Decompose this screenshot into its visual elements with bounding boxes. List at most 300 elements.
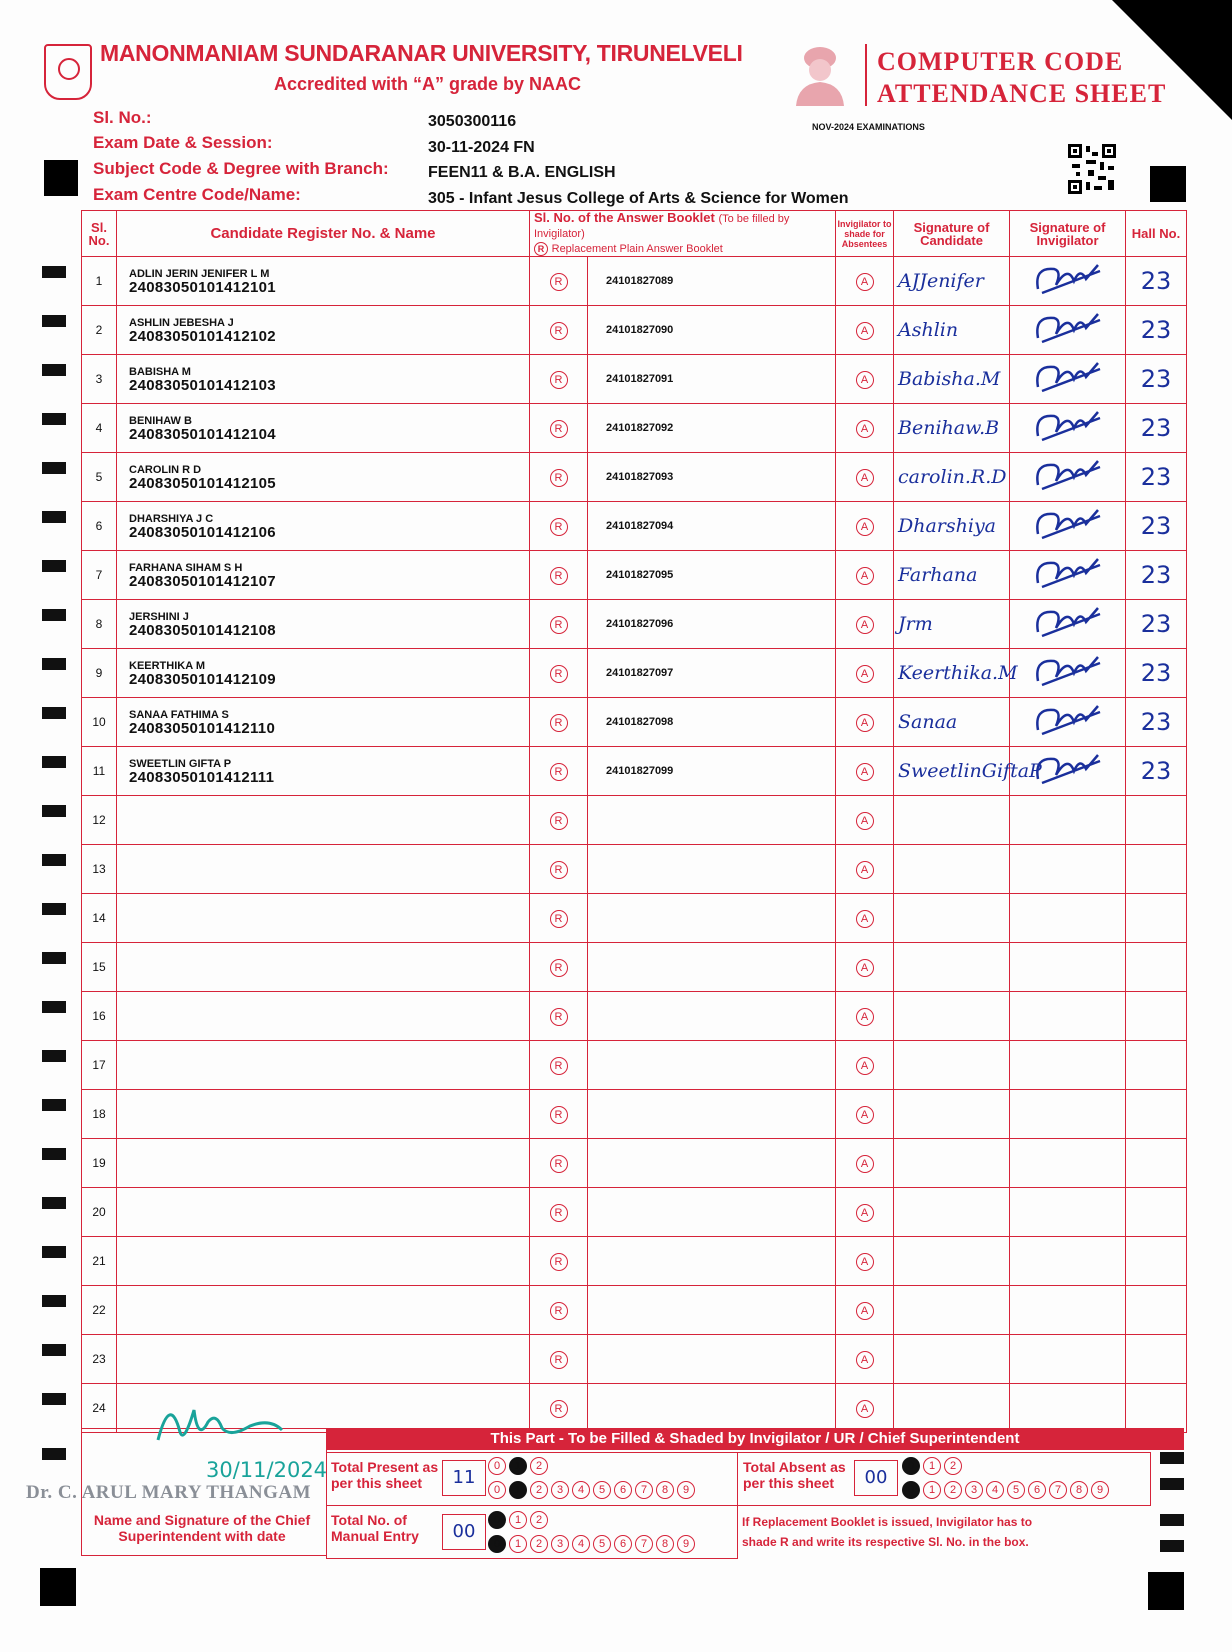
candidate-signature — [894, 1041, 1010, 1090]
absent-bubble[interactable]: A — [856, 714, 874, 732]
absent-cell — [836, 600, 894, 649]
absent-bubble[interactable]: A — [856, 322, 874, 340]
replacement-cell — [530, 796, 588, 845]
university-logo — [44, 44, 92, 100]
col-booklet-sub: Replacement Plain Answer Booklet — [551, 243, 723, 255]
invigilator-signature-cell — [1010, 1188, 1126, 1237]
replacement-cell — [530, 453, 588, 502]
row-sl: 22 — [82, 1286, 117, 1335]
invigilator-signature — [1028, 455, 1108, 495]
timing-mark — [42, 1448, 66, 1460]
timing-mark — [42, 1246, 66, 1258]
booklet-no[interactable] — [588, 894, 836, 943]
absent-cell — [836, 453, 894, 502]
row-sl: 12 — [82, 796, 117, 845]
centre-label: Exam Centre Code/Name: — [93, 185, 301, 204]
invigilator-signature-cell — [1010, 1335, 1126, 1384]
candidate-reg-no: 24083050101412110 — [129, 720, 276, 737]
candidate-cell — [117, 943, 530, 992]
col-booklet-title: Sl. No. of the Answer Booklet — [534, 210, 715, 225]
bubble-0[interactable]: 0 — [488, 1457, 506, 1475]
bubble-8[interactable]: 8 — [656, 1481, 674, 1499]
invigilator-signature — [1028, 651, 1108, 691]
table-row — [82, 453, 1187, 502]
bubble-6[interactable]: 6 — [614, 1535, 632, 1553]
table-row — [82, 306, 1187, 355]
candidate-signature: AJJenifer — [894, 257, 1010, 306]
bubble-1[interactable]: 1 — [923, 1457, 941, 1475]
row-sl: 21 — [82, 1237, 117, 1286]
absent-bubble[interactable]: A — [856, 665, 874, 683]
table-row — [82, 796, 1187, 845]
booklet-no[interactable]: 24101827089 — [588, 257, 836, 306]
absent-bubble[interactable]: A — [856, 1155, 874, 1173]
absent-cell — [836, 306, 894, 355]
table-row — [82, 845, 1187, 894]
candidate-cell — [117, 551, 530, 600]
booklet-no[interactable]: 24101827090 — [588, 306, 836, 355]
hall-no — [1126, 845, 1187, 894]
invigilator-signature-cell — [1010, 698, 1126, 747]
subject-label: Subject Code & Degree with Branch: — [93, 159, 389, 178]
replacement-bubble[interactable]: R — [550, 1302, 568, 1320]
row-sl: 16 — [82, 992, 117, 1041]
hall-no — [1126, 894, 1187, 943]
candidate-name: SANAA FATHIMA S — [129, 709, 229, 721]
booklet-no[interactable] — [588, 1286, 836, 1335]
bubble-9[interactable]: 9 — [1091, 1481, 1109, 1499]
candidate-name: FARHANA SIHAM S H — [129, 562, 243, 574]
timing-mark — [42, 854, 66, 866]
row-sl: 9 — [82, 649, 117, 698]
row-sl: 13 — [82, 845, 117, 894]
bubble-5[interactable]: 5 — [1007, 1481, 1025, 1499]
absent-bubble[interactable]: A — [856, 1351, 874, 1369]
timing-mark — [42, 462, 66, 474]
table-row — [82, 551, 1187, 600]
candidate-cell — [117, 1041, 530, 1090]
candidate-reg-no: 24083050101412104 — [129, 426, 276, 443]
absent-cell — [836, 649, 894, 698]
absent-cell — [836, 796, 894, 845]
invigilator-signature — [1028, 553, 1108, 593]
bubble-0[interactable]: 0 — [488, 1481, 506, 1499]
bubble-0-filled[interactable]: 0 — [902, 1457, 920, 1475]
absent-bubble[interactable]: A — [856, 959, 874, 977]
candidate-name: JERSHINI J — [129, 611, 189, 623]
candidate-reg-no: 24083050101412107 — [129, 573, 276, 590]
bubble-0-filled[interactable]: 0 — [488, 1535, 506, 1553]
bubble-4[interactable]: 4 — [572, 1535, 590, 1553]
qr-code — [1068, 144, 1116, 194]
replacement-cell — [530, 1041, 588, 1090]
candidate-signature — [894, 1384, 1010, 1433]
hall-no: 23 — [1126, 355, 1187, 404]
booklet-no[interactable] — [588, 1384, 836, 1433]
replacement-bubble[interactable]: R — [550, 567, 568, 585]
absent-bubble[interactable]: A — [856, 763, 874, 781]
bubble-7[interactable]: 7 — [635, 1535, 653, 1553]
row-sl: 11 — [82, 747, 117, 796]
col-sig-candidate: Signature of Candidate — [894, 211, 1010, 257]
candidate-signature: Ashlin — [894, 306, 1010, 355]
replacement-bubble[interactable]: R — [550, 518, 568, 536]
col-sig-invigilator: Signature of Invigilator — [1010, 211, 1126, 257]
bubble-0-filled[interactable]: 0 — [902, 1481, 920, 1499]
absent-bubble[interactable]: A — [856, 910, 874, 928]
replacement-bubble[interactable]: R — [550, 910, 568, 928]
hall-no — [1126, 1286, 1187, 1335]
absent-bubble[interactable]: A — [856, 1253, 874, 1271]
candidate-cell — [117, 992, 530, 1041]
replacement-bubble[interactable]: R — [550, 665, 568, 683]
table-row — [82, 502, 1187, 551]
booklet-no[interactable]: 24101827094 — [588, 502, 836, 551]
total-present-value: 11 — [442, 1460, 486, 1496]
booklet-no[interactable]: 24101827096 — [588, 600, 836, 649]
absent-cell — [836, 1041, 894, 1090]
hall-no — [1126, 992, 1187, 1041]
invigilator-signature — [1028, 308, 1108, 348]
timing-mark — [42, 756, 66, 768]
bubble-6[interactable]: 6 — [1028, 1481, 1046, 1499]
bubble-2[interactable]: 2 — [530, 1511, 548, 1529]
chief-sig-date: 30/11/2024 — [206, 1458, 328, 1482]
candidate-reg-no: 24083050101412106 — [129, 524, 276, 541]
replacement-bubble[interactable]: R — [550, 812, 568, 830]
row-sl: 6 — [82, 502, 117, 551]
row-sl: 4 — [82, 404, 117, 453]
absent-bubble[interactable]: A — [856, 616, 874, 634]
replacement-bubble[interactable]: R — [550, 420, 568, 438]
replacement-bubble[interactable]: R — [550, 1057, 568, 1075]
candidate-cell — [117, 404, 530, 453]
replacement-cell — [530, 1384, 588, 1433]
bubble-8[interactable]: 8 — [1070, 1481, 1088, 1499]
booklet-no[interactable] — [588, 943, 836, 992]
bubble-4[interactable]: 4 — [572, 1481, 590, 1499]
timing-mark — [1160, 1514, 1184, 1526]
bubble-1[interactable]: 1 — [509, 1535, 527, 1553]
bubble-6[interactable]: 6 — [614, 1481, 632, 1499]
candidate-name: CAROLIN R D — [129, 464, 202, 476]
booklet-no[interactable] — [588, 1335, 836, 1384]
row-sl: 14 — [82, 894, 117, 943]
bubble-5[interactable]: 5 — [593, 1535, 611, 1553]
absent-bubble[interactable]: A — [856, 1008, 874, 1026]
table-row — [82, 600, 1187, 649]
booklet-no[interactable]: 24101827092 — [588, 404, 836, 453]
sheet-title-line2: ATTENDANCE SHEET — [877, 79, 1167, 108]
bubble-0-filled[interactable]: 0 — [488, 1511, 506, 1529]
table-row — [82, 355, 1187, 404]
bubble-4[interactable]: 4 — [986, 1481, 1004, 1499]
candidate-cell — [117, 600, 530, 649]
absent-bubble[interactable]: A — [856, 812, 874, 830]
absent-cell — [836, 1139, 894, 1188]
header-divider — [865, 44, 867, 106]
absent-bubble[interactable]: A — [856, 273, 874, 291]
replacement-bubble[interactable]: R — [550, 1106, 568, 1124]
booklet-no[interactable]: 24101827093 — [588, 453, 836, 502]
candidate-cell — [117, 257, 530, 306]
invigilator-signature-cell — [1010, 796, 1126, 845]
absent-bubble[interactable]: A — [856, 1057, 874, 1075]
bubble-9[interactable]: 9 — [677, 1481, 695, 1499]
table-row — [82, 943, 1187, 992]
table-row — [82, 1286, 1187, 1335]
booklet-no[interactable] — [588, 845, 836, 894]
hall-no: 23 — [1126, 404, 1187, 453]
absent-cell — [836, 747, 894, 796]
replacement-bubble[interactable]: R — [550, 1204, 568, 1222]
candidate-reg-no: 24083050101412102 — [129, 328, 276, 345]
col-booklet-note: (To be filled by Invigilator) — [534, 213, 790, 240]
candidate-cell — [117, 1237, 530, 1286]
booklet-no[interactable]: 24101827099 — [588, 747, 836, 796]
replacement-bubble[interactable]: R — [550, 616, 568, 634]
timing-mark — [42, 1197, 66, 1209]
replacement-cell — [530, 747, 588, 796]
table-row — [82, 649, 1187, 698]
absent-cell — [836, 502, 894, 551]
bubble-3[interactable]: 3 — [551, 1481, 569, 1499]
absent-bubble[interactable]: A — [856, 420, 874, 438]
hall-no — [1126, 1090, 1187, 1139]
candidate-cell — [117, 1286, 530, 1335]
absent-bubble[interactable]: A — [856, 518, 874, 536]
candidate-cell — [117, 649, 530, 698]
candidate-name: ADLIN JERIN JENIFER L M — [129, 268, 270, 280]
total-present-label: Total Present as per this sheet — [331, 1459, 439, 1491]
university-name: MANONMANIAM SUNDARANAR UNIVERSITY, TIRUNELVELI — [100, 40, 743, 66]
booklet-no[interactable]: 24101827091 — [588, 355, 836, 404]
absent-cell — [836, 551, 894, 600]
candidate-reg-no: 24083050101412109 — [129, 671, 276, 688]
invigilator-signature — [1028, 259, 1108, 299]
replacement-bubble[interactable]: R — [550, 763, 568, 781]
manual-entry-value: 00 — [442, 1514, 486, 1550]
row-sl: 24 — [82, 1384, 117, 1433]
candidate-cell — [117, 845, 530, 894]
total-absent-units-bubbles — [902, 1480, 1112, 1499]
candidate-name: BENIHAW B — [129, 415, 192, 427]
booklet-no[interactable]: 24101827098 — [588, 698, 836, 747]
replacement-bubble[interactable]: R — [550, 1155, 568, 1173]
replacement-bubble[interactable]: R — [550, 322, 568, 340]
replacement-bubble[interactable]: R — [550, 469, 568, 487]
candidate-name: ASHLIN JEBESHA J — [129, 317, 234, 329]
table-row — [82, 257, 1187, 306]
candidate-signature: carolin.R.D — [894, 453, 1010, 502]
bubble-2[interactable]: 2 — [944, 1457, 962, 1475]
replacement-cell — [530, 992, 588, 1041]
bubble-2[interactable]: 2 — [530, 1535, 548, 1553]
invigilator-signature-cell — [1010, 355, 1126, 404]
absent-bubble[interactable]: A — [856, 1106, 874, 1124]
booklet-no[interactable] — [588, 1237, 836, 1286]
absent-bubble[interactable]: A — [856, 567, 874, 585]
timing-mark — [42, 315, 66, 327]
bubble-5[interactable]: 5 — [593, 1481, 611, 1499]
candidate-signature: Jrm — [894, 600, 1010, 649]
absent-bubble[interactable]: A — [856, 861, 874, 879]
replacement-cell — [530, 1139, 588, 1188]
replacement-cell — [530, 943, 588, 992]
replacement-bubble[interactable]: R — [550, 371, 568, 389]
candidate-signature — [894, 796, 1010, 845]
absent-cell — [836, 1188, 894, 1237]
manual-entry-tens-bubbles — [488, 1510, 551, 1529]
sl-no-value: 3050300116 — [428, 113, 517, 130]
invigilator-signature-cell — [1010, 453, 1126, 502]
absent-bubble[interactable]: A — [856, 371, 874, 389]
timing-mark — [42, 560, 66, 572]
candidate-reg-no: 24083050101412103 — [129, 377, 276, 394]
bubble-7[interactable]: 7 — [1049, 1481, 1067, 1499]
replacement-cell — [530, 845, 588, 894]
hall-no: 23 — [1126, 502, 1187, 551]
table-row — [82, 1237, 1187, 1286]
invigilator-signature-cell — [1010, 502, 1126, 551]
bubble-3[interactable]: 3 — [965, 1481, 983, 1499]
candidate-cell — [117, 453, 530, 502]
timing-mark — [42, 511, 66, 523]
candidate-signature — [894, 1237, 1010, 1286]
invigilator-signature-cell — [1010, 943, 1126, 992]
timing-mark — [42, 364, 66, 376]
bubble-2[interactable]: 2 — [944, 1481, 962, 1499]
col-sl: Sl. No. — [82, 211, 117, 257]
absent-bubble[interactable]: A — [856, 469, 874, 487]
table-row — [82, 894, 1187, 943]
hall-no — [1126, 1139, 1187, 1188]
hall-no — [1126, 796, 1187, 845]
bubble-1[interactable]: 1 — [509, 1511, 527, 1529]
booklet-no[interactable] — [588, 992, 836, 1041]
booklet-no[interactable]: 24101827095 — [588, 551, 836, 600]
invigilator-signature-cell — [1010, 404, 1126, 453]
invigilator-signature-cell — [1010, 1139, 1126, 1188]
bubble-1[interactable]: 1 — [923, 1481, 941, 1499]
absent-cell — [836, 257, 894, 306]
replacement-bubble[interactable]: R — [550, 1400, 568, 1418]
bubble-7[interactable]: 7 — [635, 1481, 653, 1499]
bubble-9[interactable]: 9 — [677, 1535, 695, 1553]
chief-stamp: Dr. C. ARUL MARY THANGAM — [26, 1482, 312, 1503]
exam-date-value: 30-11-2024 FN — [428, 139, 535, 156]
absent-cell — [836, 1237, 894, 1286]
booklet-no[interactable]: 24101827097 — [588, 649, 836, 698]
booklet-no[interactable] — [588, 1188, 836, 1237]
col-hall: Hall No. — [1126, 211, 1187, 257]
table-row — [82, 992, 1187, 1041]
registration-mark — [1150, 166, 1186, 202]
sl-no-label: Sl. No.: — [93, 108, 152, 127]
replacement-cell — [530, 1188, 588, 1237]
replacement-bubble[interactable]: R — [550, 959, 568, 977]
attendance-table — [81, 210, 1187, 1433]
bubble-3[interactable]: 3 — [551, 1535, 569, 1553]
replacement-bubble[interactable]: R — [550, 861, 568, 879]
sheet-title-line1: COMPUTER CODE — [877, 47, 1124, 76]
absent-cell — [836, 845, 894, 894]
bubble-2[interactable]: 2 — [530, 1457, 548, 1475]
absent-bubble[interactable]: A — [856, 1204, 874, 1222]
replacement-bubble[interactable]: R — [550, 273, 568, 291]
table-row — [82, 1335, 1187, 1384]
candidate-name: KEERTHIKA M — [129, 660, 205, 672]
hall-no: 23 — [1126, 747, 1187, 796]
candidate-name: SWEETLIN GIFTA P — [129, 758, 232, 770]
col-candidate: Candidate Register No. & Name — [117, 211, 530, 257]
absent-bubble[interactable]: A — [856, 1302, 874, 1320]
absent-cell — [836, 1384, 894, 1433]
timing-mark — [42, 658, 66, 670]
replacement-bubble[interactable]: R — [550, 714, 568, 732]
hall-no — [1126, 1384, 1187, 1433]
replacement-symbol: R — [534, 242, 548, 256]
row-sl: 7 — [82, 551, 117, 600]
replacement-bubble[interactable]: R — [550, 1253, 568, 1271]
replacement-bubble[interactable]: R — [550, 1008, 568, 1026]
bubble-8[interactable]: 8 — [656, 1535, 674, 1553]
replacement-cell — [530, 649, 588, 698]
invigilator-signature-cell — [1010, 1041, 1126, 1090]
candidate-signature: Dharshiya — [894, 502, 1010, 551]
replacement-cell — [530, 404, 588, 453]
table-row — [82, 404, 1187, 453]
exam-date-label: Exam Date & Session: — [93, 133, 273, 152]
bubble-2[interactable]: 2 — [530, 1481, 548, 1499]
candidate-cell — [117, 1188, 530, 1237]
absent-bubble[interactable]: A — [856, 1400, 874, 1418]
bubble-1-filled[interactable]: 1 — [509, 1481, 527, 1499]
row-sl: 1 — [82, 257, 117, 306]
hall-no: 23 — [1126, 649, 1187, 698]
invigilator-signature-cell — [1010, 306, 1126, 355]
invigilator-signature — [1028, 700, 1108, 740]
timing-mark — [42, 266, 66, 278]
candidate-cell — [117, 1090, 530, 1139]
booklet-no[interactable] — [588, 1139, 836, 1188]
table-row — [82, 1188, 1187, 1237]
timing-mark — [42, 805, 66, 817]
candidate-signature — [894, 1139, 1010, 1188]
timing-mark — [42, 609, 66, 621]
row-sl: 18 — [82, 1090, 117, 1139]
hall-no — [1126, 1237, 1187, 1286]
row-sl: 19 — [82, 1139, 117, 1188]
booklet-no[interactable] — [588, 796, 836, 845]
hall-no: 23 — [1126, 698, 1187, 747]
booklet-no[interactable] — [588, 1041, 836, 1090]
replacement-bubble[interactable]: R — [550, 1351, 568, 1369]
bubble-1-filled[interactable]: 1 — [509, 1457, 527, 1475]
candidate-signature — [894, 1286, 1010, 1335]
timing-mark — [42, 903, 66, 915]
invigilator-signature — [1028, 504, 1108, 544]
timing-mark — [1160, 1452, 1184, 1464]
table-row — [82, 1041, 1187, 1090]
accreditation-text: Accredited with “A” grade by NAAC — [274, 74, 582, 94]
hall-no: 23 — [1126, 453, 1187, 502]
manual-entry-units-bubbles — [488, 1534, 698, 1553]
invigilator-signature-cell — [1010, 257, 1126, 306]
candidate-reg-no: 24083050101412105 — [129, 475, 276, 492]
candidate-signature — [894, 894, 1010, 943]
booklet-no[interactable] — [588, 1090, 836, 1139]
